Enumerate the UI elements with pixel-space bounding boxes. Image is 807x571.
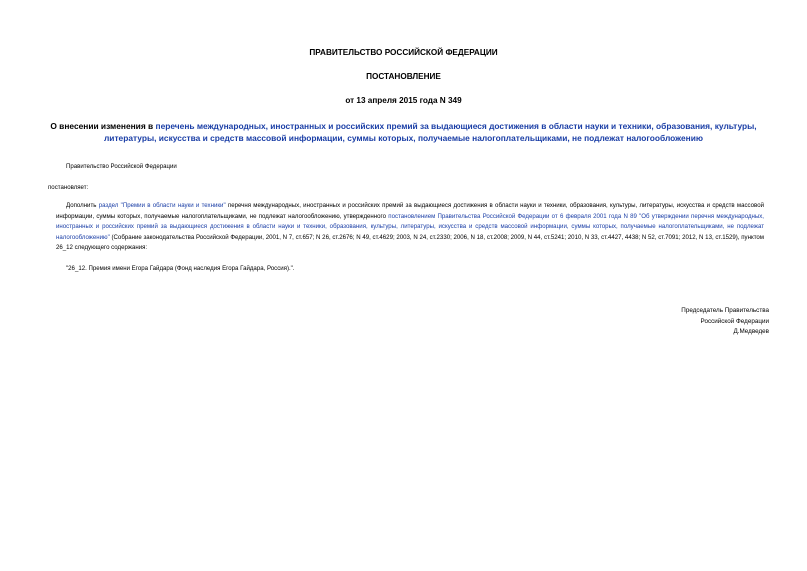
document-date: от 13 апреля 2015 года N 349 xyxy=(345,96,462,105)
decides-text: постановляет: xyxy=(48,184,89,191)
document-title xyxy=(48,120,759,144)
para-mid: перечня международных, иностранных и российских премий за выдающиеся достижения в области науки и техники, образования, культуры, литературы, искусства и средств массовой информации, суммы которых, получаемые налогоплательщиками, не подлежат налогообложению, утвержденного xyxy=(56,202,765,220)
title-link[interactable]: перечень международных, иностранных и российских премий за выдающиеся достижения в области науки и техники, образования, культуры, литературы, искусства и средств массовой информации, суммы которых, получаемые налогоплательщиками, не подлежат налогообложению xyxy=(103,121,757,143)
signature-title: Председатель Правительства xyxy=(681,307,769,314)
para-end: (Собрание законодательства Российской Федерации, 2001, N 7, ст.657; N 26, ст.2676; N 49, ст.4629; 2003, N 24, ст.2330; 2006, N 18, ст.2008; 2009, N 44, ст.5241; 2010, N 33, ст.4427, 4438; N 52, ст.7091; 2012, N 13, ст.1529), пунктом 26_12 следующего содержания: xyxy=(56,233,764,252)
issuer-text: Правительство Российской Федерации xyxy=(66,163,177,170)
signature-name: Д.Медведев xyxy=(733,328,769,336)
para-start: Дополнить xyxy=(66,202,99,209)
government-heading: ПРАВИТЕЛЬСТВО РОССИЙСКОЙ ФЕДЕРАЦИИ xyxy=(309,48,498,57)
title-prefix: О внесении изменения в xyxy=(50,121,156,131)
section-link[interactable]: раздел "Премии в области науки и техники" xyxy=(98,202,226,209)
main-paragraph xyxy=(56,201,764,254)
signature-org: Российской Федерации xyxy=(700,317,769,325)
quoted-item: "26_12. Премия имени Егора Гайдара (Фонд наследия Егора Гайдара, Россия).". xyxy=(66,265,295,272)
document-type: ПОСТАНОВЛЕНИЕ xyxy=(366,72,441,81)
resolution-link[interactable]: постановлением Правительства Российской Федерации от 6 февраля 2001 года N 89 "Об утверждении перечня международных, иностранных и российских премий за выдающиеся достижения в области науки и техники, образования, культуры, литературы, искусства и средств массовой информации, суммы которых, получаемые налогоплательщиками, не подлежат налогообложению" xyxy=(56,212,764,241)
signature-block xyxy=(681,306,769,338)
